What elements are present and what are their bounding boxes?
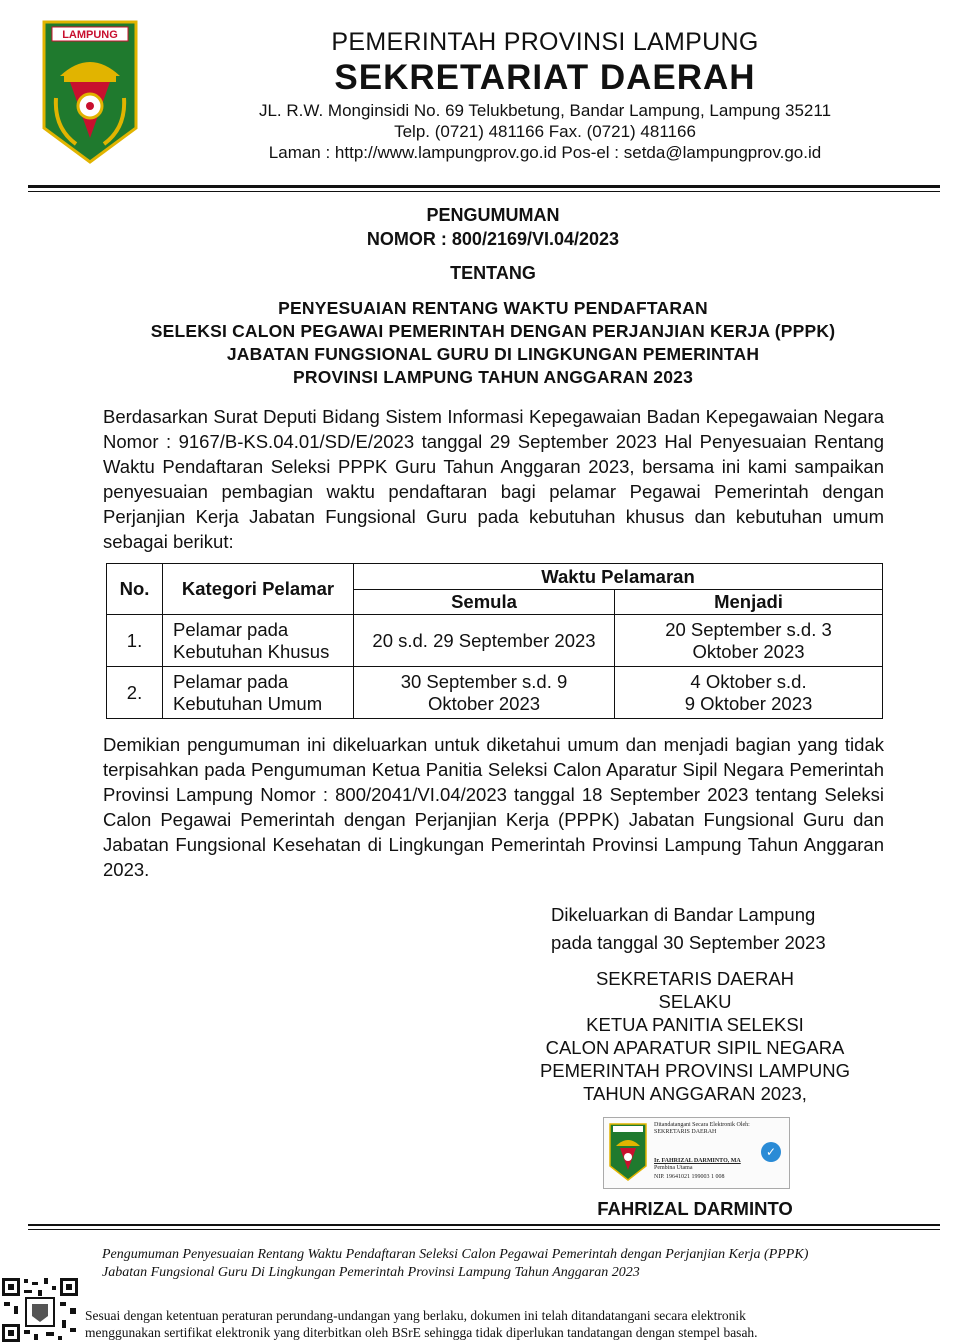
- signer-title-line: SEKRETARIS DAERAH: [595, 968, 795, 989]
- stamp-signer-rank: Pembina Utama: [654, 1165, 693, 1171]
- letterhead-divider-thick: [28, 185, 940, 188]
- footer-caption-line: Jabatan Fungsional Guru Di Lingkungan Pemerintah Provinsi Lampung Tahun Anggaran 2023: [102, 1265, 640, 1280]
- issued-place: Dikeluarkan di Bandar Lampung: [551, 904, 816, 925]
- letterhead-office: SEKRETARIAT DAERAH: [334, 58, 756, 97]
- body-paragraph-2: Demikian pengumuman ini dikeluarkan untuk diketahui umum dan menjadi bagian yang tidak terpisahkan pada Pengumuman Ketua Panitia Seleksi Calon Aparatur Sipil Negara Pemerintah Provinsi Lampung Nomor : 800/2041/VI.04/2023 tanggal 18 September 2023 tentang Seleksi Calon Pegawai Pemerintah dengan Perjanjian Kerja (PPPK) Jabatan Fungsional Guru dan Jabatan Fungsional Kesehatan di Lingkungan Pemerintah Provinsi Lampung Tahun Anggaran 2023.: [103, 734, 884, 880]
- announcement-type: PENGUMUMAN: [426, 205, 560, 225]
- e-signature-note-line: Sesuai dengan ketentuan peraturan perundang-undangan yang berlaku, dokumen ini telah ditandatangani secara elektronik: [85, 1308, 746, 1323]
- stamp-heading: Ditandatangani Secara Elektronik Oleh:: [654, 1122, 750, 1128]
- lampung-province-emblem: [40, 18, 140, 166]
- letterhead-web: Laman : http://www.lampungprov.go.id Pos-el : setda@lampungprov.go.id: [268, 143, 822, 162]
- e-signature-note-line: menggunakan sertifikat elektronik yang diterbitkan oleh BSrE sehingga tidak diperlukan tandatangan dengan stempel basah.: [85, 1325, 758, 1340]
- signer-title-line: PEMERINTAH PROVINSI LAMPUNG: [539, 1060, 851, 1081]
- bsre-check-icon: ✓: [761, 1142, 781, 1162]
- stamp-office: SEKRETARIS DAERAH: [654, 1129, 717, 1135]
- svg-text:LAMPUNG: LAMPUNG: [62, 29, 118, 41]
- stamp-signer-nip: NIP. 19641021 199003 1 008: [654, 1174, 725, 1180]
- letterhead-phone: Telp. (0721) 481166 Fax. (0721) 481166: [394, 122, 696, 141]
- table-row: [107, 615, 883, 667]
- col-header-revised: Menjadi: [615, 590, 883, 615]
- row-original-period: 20 s.d. 29 September 2023: [354, 615, 615, 667]
- signer-title-line: CALON APARATUR SIPIL NEGARA: [545, 1037, 845, 1058]
- subject-line: JABATAN FUNGSIONAL GURU DI LINGKUNGAN PEMERINTAH: [226, 344, 760, 364]
- signer-name: FAHRIZAL DARMINTO: [597, 1198, 793, 1219]
- issued-date: pada tanggal 30 September 2023: [551, 932, 826, 953]
- row-category: Pelamar pada Kebutuhan Umum: [163, 667, 354, 719]
- footer-caption-line: Pengumuman Penyesuaian Rentang Waktu Pendaftaran Seleksi Calon Pegawai Pemerintah dengan Perjanjian Kerja (PPPK): [102, 1247, 809, 1262]
- row-revised-period: 20 September s.d. 3 Oktober 2023: [615, 615, 883, 667]
- letterhead-divider-thin: [28, 191, 940, 192]
- subject-line: PENYESUAIAN RENTANG WAKTU PENDAFTARAN: [278, 298, 708, 318]
- col-header-original: Semula: [354, 590, 615, 615]
- announcement-number: NOMOR : 800/2169/VI.04/2023: [366, 229, 620, 249]
- col-header-category: Kategori Pelamar: [163, 564, 354, 615]
- signer-title-line: TAHUN ANGGARAN 2023,: [583, 1083, 807, 1104]
- announcement-about: TENTANG: [450, 263, 536, 283]
- row-revised-period: 4 Oktober s.d. 9 Oktober 2023: [615, 667, 883, 719]
- col-header-no: No.: [107, 564, 163, 615]
- table-row: [107, 667, 883, 719]
- row-number: 2.: [107, 667, 163, 719]
- subject-line: SELEKSI CALON PEGAWAI PEMERINTAH DENGAN PERJANJIAN KERJA (PPPK): [150, 321, 836, 341]
- letterhead-address: JL. R.W. Monginsidi No. 69 Telukbetung, Bandar Lampung, Lampung 35211: [258, 101, 832, 120]
- body-paragraph-1: Berdasarkan Surat Deputi Bidang Sistem Informasi Kepegawaian Badan Kepegawaian Negara Nomor : 9167/B-KS.04.01/SD/E/2023 tanggal 29 September 2023 Hal Penyesuaian Rentang Waktu Pendaftaran Seleksi PPPK Guru Tahun Anggaran 2023, bersama ini kami sampaikan penyesuaian pembagian waktu pendaftaran bagi pelamar Pegawai Pemerintah dengan Perjanjian Kerja Jabatan Fungsional Guru pada kebutuhan khusus dan kebutuhan umum sebagai berikut:: [103, 406, 884, 552]
- col-header-period: Waktu Pelamaran: [354, 564, 883, 590]
- electronic-signature-stamp: [603, 1117, 790, 1189]
- schedule-table: [106, 563, 883, 719]
- announcement-subject: [100, 297, 886, 389]
- letterhead-government: PEMERINTAH PROVINSI LAMPUNG: [331, 28, 759, 56]
- qr-code-icon: [0, 1276, 80, 1344]
- lampung-emblem-small-icon: [608, 1122, 648, 1182]
- footer-divider-thick: [28, 1224, 940, 1226]
- row-category: Pelamar pada Kebutuhan Khusus: [163, 615, 354, 667]
- subject-line: PROVINSI LAMPUNG TAHUN ANGGARAN 2023: [292, 367, 694, 387]
- stamp-signer-name: Ir. FAHRIZAL DARMINTO, MA: [654, 1158, 741, 1164]
- row-number: 1.: [107, 615, 163, 667]
- row-original-period: 30 September s.d. 9 Oktober 2023: [354, 667, 615, 719]
- signer-title-line: SELAKU: [658, 991, 732, 1012]
- footer-divider-thin: [28, 1229, 940, 1230]
- signer-title-line: KETUA PANITIA SELEKSI: [586, 1014, 804, 1035]
